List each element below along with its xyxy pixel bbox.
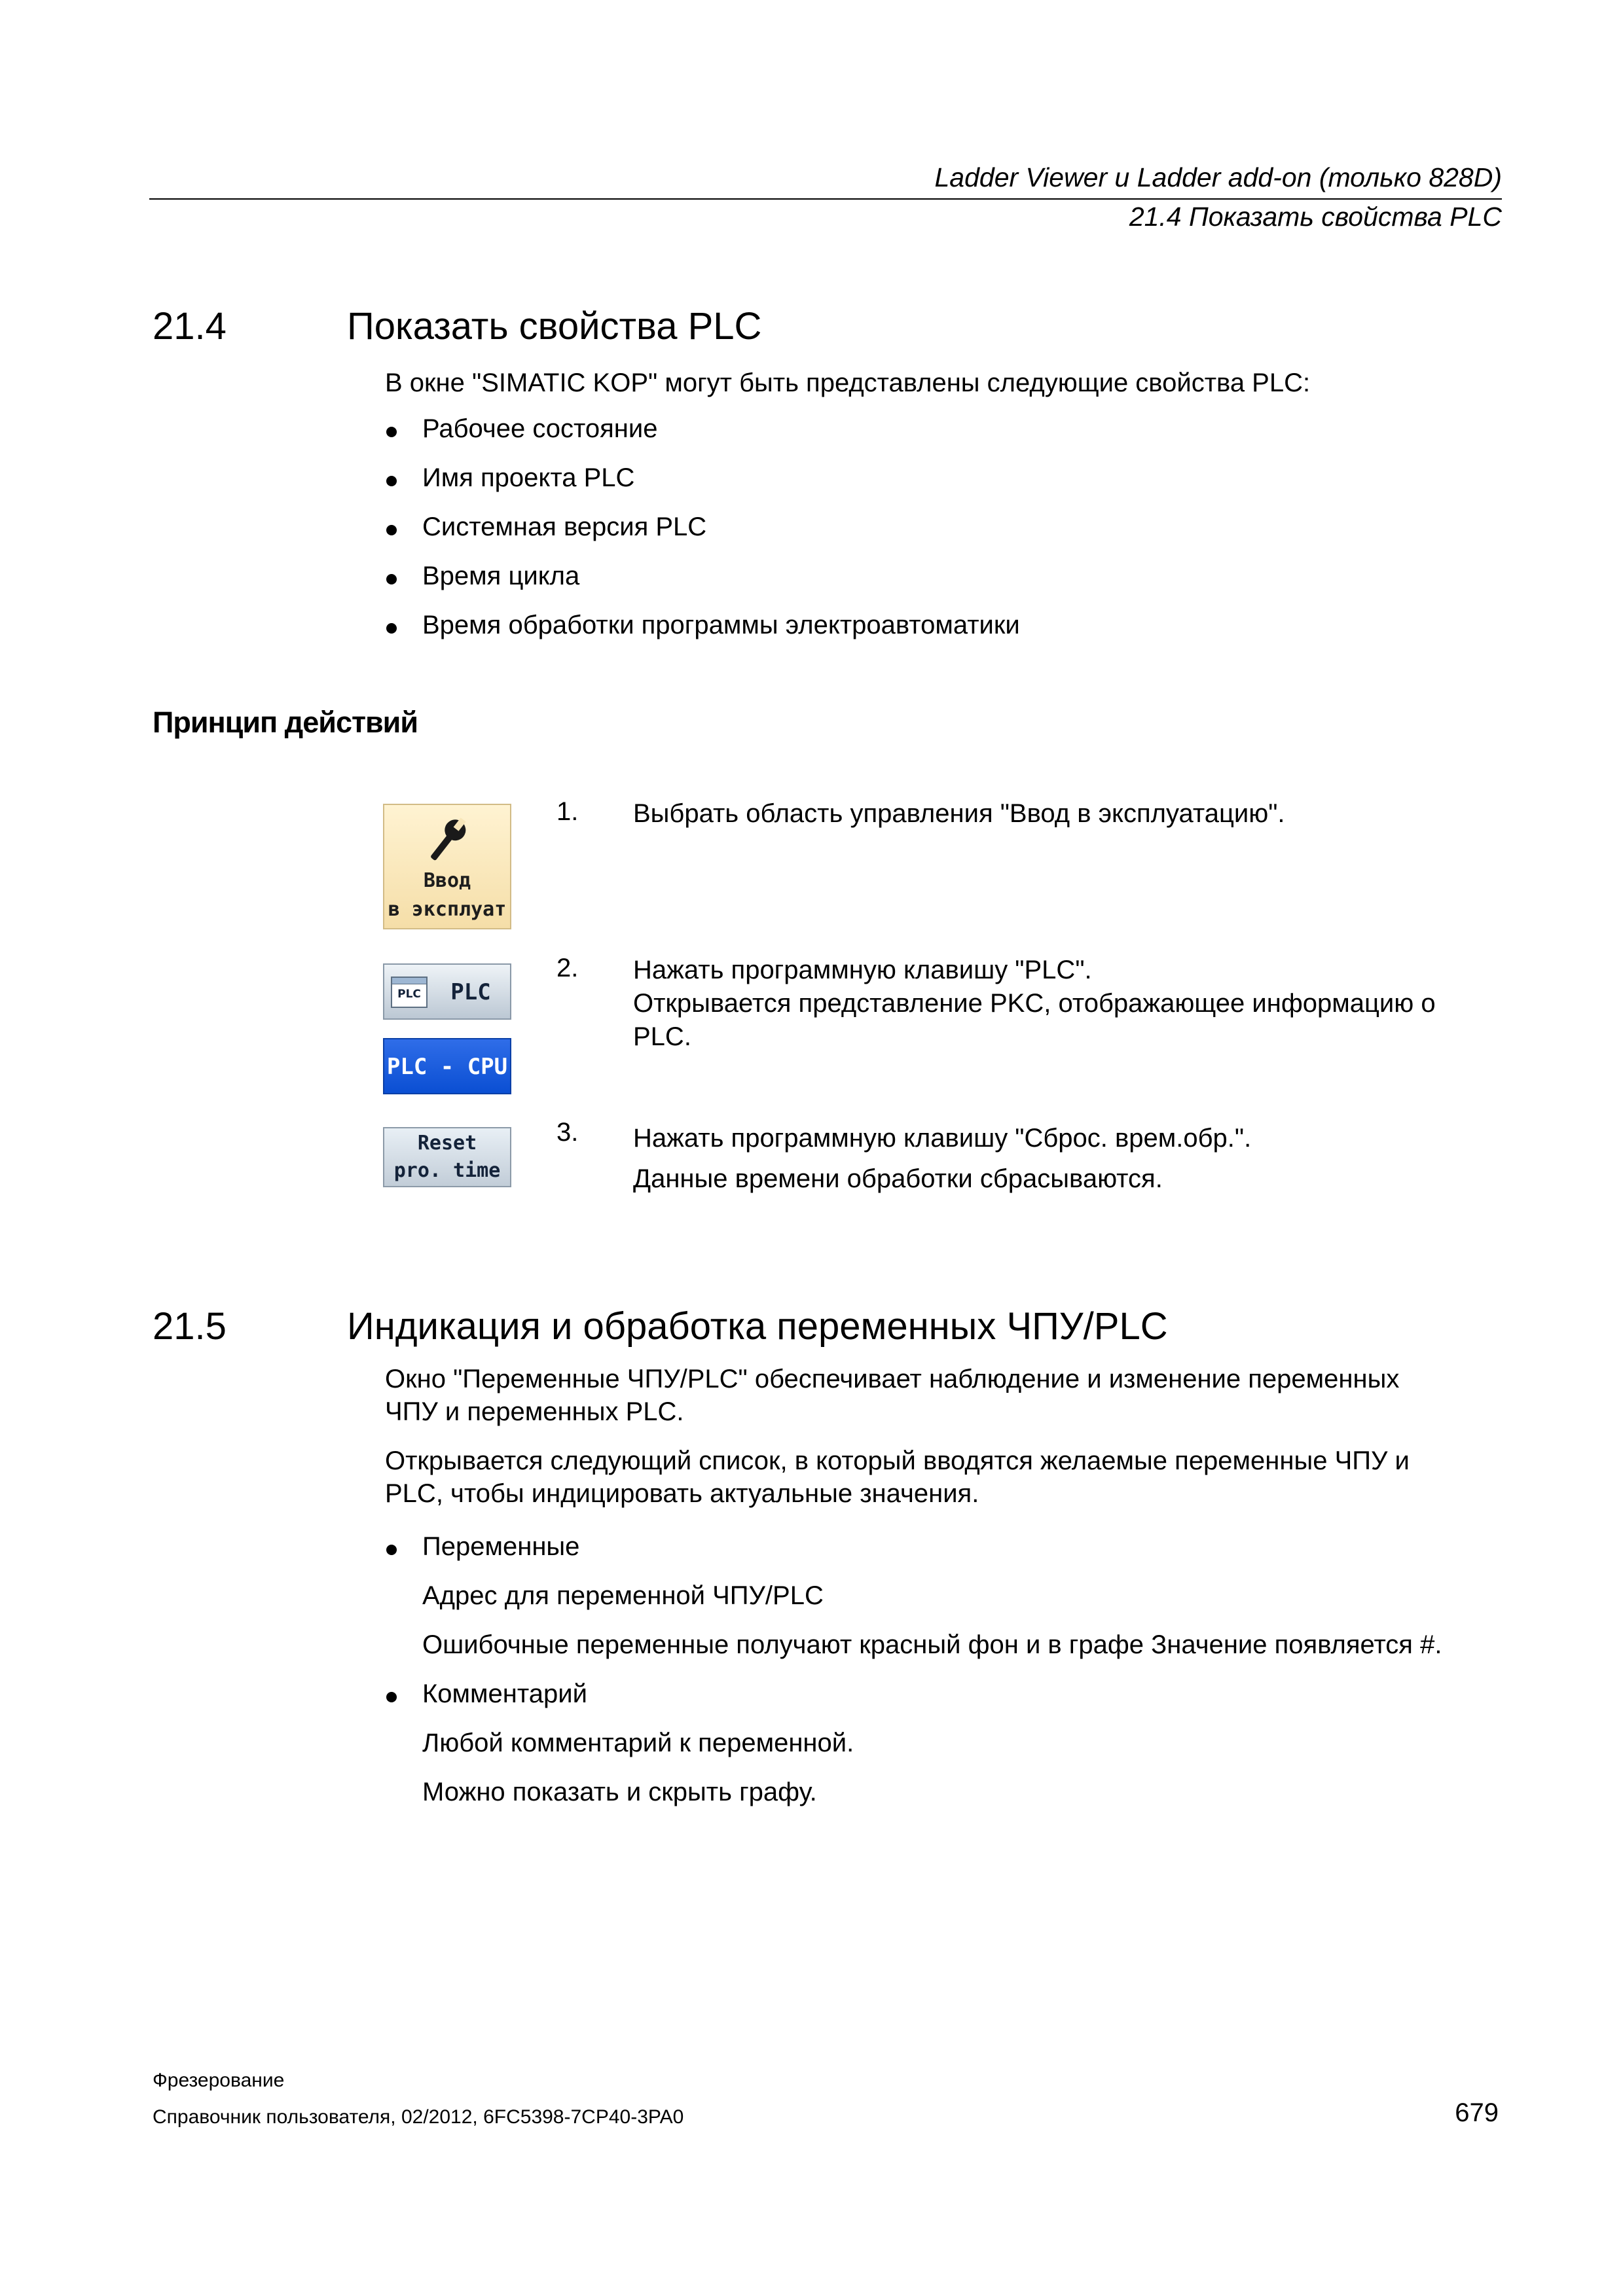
list-item-detail: Можно показать и скрыть графу.: [422, 1778, 817, 1806]
list-item: Системная версия PLC: [422, 512, 707, 541]
softkey-label: Reset: [417, 1132, 477, 1155]
step-line: Нажать программную клавишу "PLC".: [633, 956, 1092, 984]
section-intro: В окне "SIMATIC KOP" могут быть представлены следующие свойства PLC:: [385, 368, 1311, 397]
reset-processing-time-softkey[interactable]: [383, 1127, 511, 1187]
step-number: 1.: [556, 797, 579, 826]
procedure-heading: Принцип действий: [153, 706, 418, 739]
step-line: Выбрать область управления "Ввод в эксплуатацию".: [633, 799, 1285, 828]
running-header-section: 21.4 Показать свойства PLC: [1129, 202, 1502, 232]
footer-manual: Справочник пользователя, 02/2012, 6FC5398-7CP40-3PA0: [153, 2106, 684, 2128]
softkey-label: PLC: [450, 979, 491, 1005]
list-item: Комментарий: [422, 1679, 587, 1708]
list-item-detail: Любой комментарий к переменной.: [422, 1729, 854, 1757]
paragraph-line: PLC, чтобы индицировать актуальные значения.: [385, 1479, 979, 1508]
softkey-label: Ввод: [423, 869, 471, 892]
list-item: Имя проекта PLC: [422, 463, 635, 492]
softkey-label: в эксплуат: [388, 898, 507, 921]
commissioning-softkey[interactable]: [383, 804, 511, 929]
section-number: 21.4: [153, 305, 227, 348]
step-line: Открывается представление PKC, отображающее информацию о: [633, 989, 1436, 1018]
wrench-icon: [418, 814, 477, 867]
plc-cpu-softkey[interactable]: [383, 1038, 511, 1094]
step-line: PLC.: [633, 1022, 691, 1051]
step-number: 3.: [556, 1118, 579, 1147]
section-title: Показать свойства PLC: [347, 305, 762, 348]
paragraph: [385, 1363, 1399, 1428]
paragraph: [385, 1444, 1410, 1510]
step-text: [633, 954, 1436, 1054]
plc-softkey[interactable]: [383, 963, 511, 1020]
list-item: Время цикла: [422, 562, 580, 590]
paragraph-line: Открывается следующий список, в который вводятся желаемые переменные ЧПУ и: [385, 1446, 1410, 1475]
softkey-label: pro. time: [393, 1159, 501, 1182]
paragraph-line: Окно "Переменные ЧПУ/PLC" обеспечивает наблюдение и изменение переменных: [385, 1365, 1400, 1393]
section-number: 21.5: [153, 1305, 227, 1348]
step-text: [633, 797, 1285, 831]
list-item-detail: Адрес для переменной ЧПУ/PLC: [422, 1581, 824, 1610]
plc-window-icon: PLC: [391, 977, 428, 1008]
running-header-chapter: Ladder Viewer и Ladder add-on (только 828D): [934, 162, 1502, 192]
list-item: Переменные: [422, 1532, 580, 1561]
page-number: 679: [1455, 2098, 1499, 2127]
step-line: Данные времени обработки сбрасываются.: [633, 1164, 1163, 1193]
step-line: Нажать программную клавишу "Сброс. врем.обр.".: [633, 1124, 1252, 1153]
list-item-detail: Ошибочные переменные получают красный фон и в графе Значение появляется #.: [422, 1630, 1442, 1659]
step-number: 2.: [556, 954, 579, 982]
softkey-label: PLC - CPU: [386, 1054, 508, 1080]
list-item: Время обработки программы электроавтоматики: [422, 611, 1020, 639]
list-item: Рабочее состояние: [422, 414, 658, 443]
step-text: [633, 1118, 1251, 1199]
header-rule: [149, 198, 1502, 200]
section-title: Индикация и обработка переменных ЧПУ/PLC: [347, 1305, 1168, 1348]
paragraph-line: ЧПУ и переменных PLC.: [385, 1397, 684, 1426]
footer-product: Фрезерование: [153, 2070, 285, 2091]
